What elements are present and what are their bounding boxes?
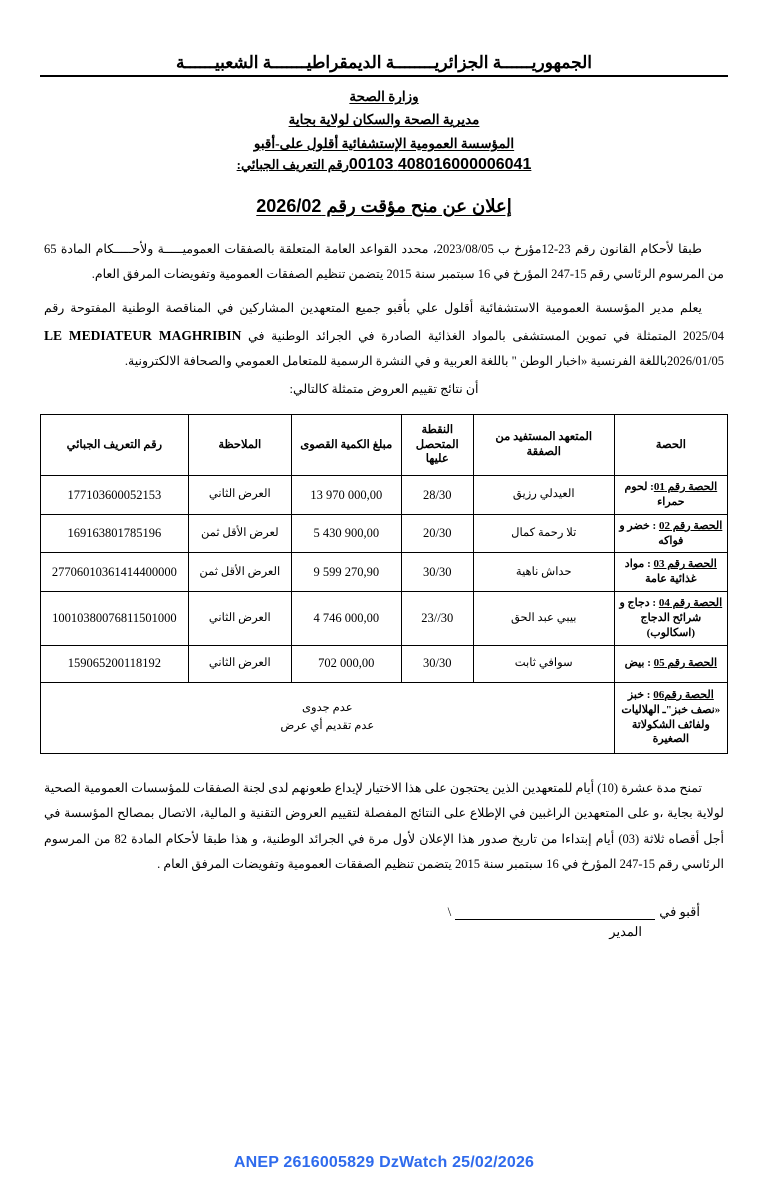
table-row-unsuccessful	[41, 682, 728, 753]
tax-id-value: 408016000006041 00103	[348, 155, 532, 173]
table-header-row	[41, 414, 728, 475]
document-page	[0, 52, 768, 1190]
lot-description: : مواد غذائية عامة	[624, 558, 697, 586]
cell-score: 30/30	[401, 645, 473, 682]
table-row	[41, 514, 728, 553]
lot-number: الحصة رقم 03	[653, 558, 717, 571]
cell-amount: 702 000,00	[291, 645, 401, 682]
signature-place-line	[40, 904, 700, 920]
table-row	[41, 475, 728, 514]
signature-place-label: أقبو في	[659, 904, 700, 920]
ministry-block	[40, 85, 728, 155]
cell-note: لعرض الأقل ثمن	[188, 514, 291, 553]
cell-score: 20/30	[401, 514, 473, 553]
newspaper-name-latin: LE MEDIATEUR MAGHRIBIN	[44, 327, 242, 343]
column-header-note: الملاحظة	[188, 414, 291, 475]
cell-amount: 13 970 000,00	[291, 475, 401, 514]
cell-bidder: حداش ناهية	[473, 553, 614, 592]
results-table	[40, 414, 728, 754]
cell-tax-id: 10010380076811501000	[41, 592, 189, 646]
paragraph-legal-basis: طبقا لأحكام القانون رقم 23-12مؤرخ ب 2023/08/05، محدد القواعد العامة المتعلقة بالصفقات العموميـــــة ولأحـــــكام المادة 65 من المرسوم الرئاسي رقم 15-247 المؤرخ في 16 سبتمبر سنة 2015 يتضمن تنظيم الصفقات العمومية وتفويضات المرفق العام.	[44, 241, 724, 282]
lot-description: : دجاج و شرائح الدجاج (اسكالوب)	[619, 597, 702, 639]
no-offer-line1: عدم جدوى	[302, 702, 353, 715]
signature-slash: \	[447, 904, 452, 920]
republic-header: الجمهوريــــــة الجزائريــــــــة الديمقراطيـــــــة الشعبيــــــة	[40, 52, 728, 77]
paragraph-announcement-part2: 2026/01/05باللغة الفرنسية «اخبار الوطن " باللغة العربية و في النشرة الرسمية للمتعامل العمومي والصحافة الالكترونية.	[124, 354, 724, 369]
cell-lot	[614, 645, 727, 682]
signature-role: المدير	[609, 924, 642, 940]
column-header-lot: الحصة	[614, 414, 727, 475]
column-header-amount: مبلغ الكمية القصوى	[291, 414, 401, 475]
cell-score: 23//30	[401, 592, 473, 646]
cell-score: 30/30	[401, 553, 473, 592]
column-header-bidder: المتعهد المستفيد من الصفقة	[473, 414, 614, 475]
closing-section	[40, 776, 728, 879]
cell-tax-id: 177103600052153	[41, 475, 189, 514]
paragraph-announcement	[40, 296, 728, 375]
cell-lot	[614, 682, 727, 753]
cell-note: العرض الثاني	[188, 645, 291, 682]
cell-note: العرض الثاني	[188, 592, 291, 646]
cell-amount: 5 430 900,00	[291, 514, 401, 553]
ministry-line: وزارة الصحة	[349, 89, 419, 105]
directorate-line: مديرية الصحة والسكان لولاية بجاية	[288, 112, 480, 128]
tax-id-label: رقم التعريف الجبائي:	[236, 156, 349, 172]
institution-line: المؤسسة العمومية الإستشفائية أقلول على-أقبو	[253, 135, 515, 151]
lot-number: الحصة رقم 01	[653, 480, 718, 493]
anep-footer: ANEP 2616005829 DzWatch 25/02/2026	[233, 1154, 535, 1171]
lot-number: الحصة رقم06	[653, 688, 714, 701]
cell-bidder: تلا رحمة كمال	[473, 514, 614, 553]
cell-lot	[614, 553, 727, 592]
page-title	[40, 196, 728, 217]
table-row	[41, 553, 728, 592]
column-header-score: النقطة المتحصل عليها	[401, 414, 473, 475]
cell-amount: 9 599 270,90	[291, 553, 401, 592]
cell-bidder: بيبي عبد الحق	[473, 592, 614, 646]
cell-lot	[614, 592, 727, 646]
signature-rule	[455, 907, 655, 920]
cell-tax-id: 169163801785196	[41, 514, 189, 553]
column-header-tax-id: رقم التعريف الجبائي	[41, 414, 189, 475]
cell-tax-id: 27706010361414400000	[41, 553, 189, 592]
lot-description: : لحوم حمراء	[624, 480, 685, 508]
paragraph-appeal-period: تمنح مدة عشرة (10) أيام للمتعهدين الذين يحتجون على هذا الاختيار لإيداع طعونهم لدى لجنة الصفقات للمؤسسات العمومية الصحية لولاية بجاية ،و على المتعهدين الراغبين في الإطلاع على النتائج المفصلة لتقييم العروض التقنية و المالية، الاتصال بمصالح المؤسسة في أجل أقصاه ثلاثة (03) أيام إبتداءا من تاريخ صدور هذا الإعلان لأول مرة في الجرائد الوطنية، و هذا طبقا لأحكام المادة 82 من المرسوم الرئاسي رقم 15-247 المؤرخ في 16 سبتمبر سنة 2015 يتضمن تنظيم الصفقات العمومية وتفويضات المرفق العام .	[44, 780, 724, 872]
signature-block	[40, 904, 728, 940]
table-row	[41, 592, 728, 646]
cell-note: العرض الأقل ثمن	[188, 553, 291, 592]
cell-lot	[614, 475, 727, 514]
cell-note: العرض الثاني	[188, 475, 291, 514]
cell-lot	[614, 514, 727, 553]
lot-description: : خبز «نصف خبز"ـ الهلاليات ولفائف الشكولاتة الصغيرة	[621, 688, 721, 746]
cell-no-offer-notice	[41, 682, 615, 753]
lot-description: : بيض	[624, 657, 654, 670]
cell-amount: 4 746 000,00	[291, 592, 401, 646]
lot-number: الحصة رقم 05	[653, 657, 718, 670]
lot-number: الحصة رقم 04	[658, 597, 723, 610]
page-title-text: إعلان عن منح مؤقت رقم 2026/02	[256, 195, 512, 216]
lot-number: الحصة رقم 02	[658, 519, 723, 532]
lot-description: : خضر و فواكه	[619, 519, 684, 547]
tax-id-line	[40, 156, 728, 174]
cell-bidder: سوافي ثابت	[473, 645, 614, 682]
cell-score: 28/30	[401, 475, 473, 514]
paragraph-announcement-part1: يعلم مدير المؤسسة العمومية الاستشفائية أقلول علي بأقبو جميع المتعهدين المشاركين في المناقصة الوطنية المفتوحة رقم 2025/04 المتمثلة في تموين المستشفى بالمواد الغذائية الصادرة في الجرائد الوطنية في	[44, 301, 725, 343]
cell-tax-id: 159065200118192	[41, 645, 189, 682]
cell-bidder: العيدلي رزيق	[473, 475, 614, 514]
no-offer-line2: عدم تقديم أي عرض	[280, 719, 375, 732]
table-row	[41, 645, 728, 682]
paragraph-results-intro: أن نتائج تقييم العروض متمثلة كالتالي:	[289, 381, 479, 396]
